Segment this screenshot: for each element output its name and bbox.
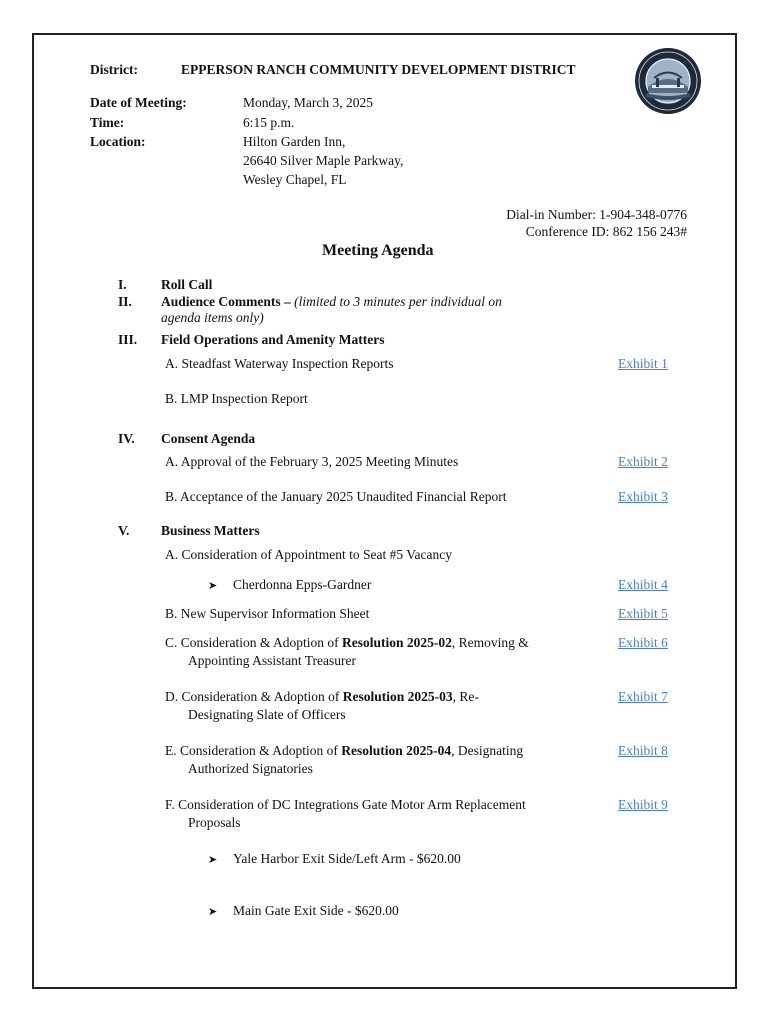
exhibit-8-link[interactable]: Exhibit 8 (618, 743, 668, 758)
dial-in-number: Dial-in Number: 1-904-348-0776 (506, 207, 687, 222)
arrow-bullet-icon: ➤ (208, 853, 218, 866)
item-5d-line-2: Designating Slate of Officers (188, 707, 346, 722)
district-name: EPPERSON RANCH COMMUNITY DEVELOPMENT DISTRICT (181, 62, 576, 77)
time-value: 6:15 p.m. (243, 115, 295, 130)
time-label: Time: (90, 115, 125, 130)
date-label: Date of Meeting: (90, 95, 187, 110)
section-4-title: Consent Agenda (161, 431, 256, 446)
item-5e-text: E. Consideration & Adoption of (165, 743, 342, 758)
conference-id: Conference ID: 862 156 243# (525, 224, 687, 239)
item-5e (165, 743, 523, 759)
resolution-2025-02: Resolution 2025-02 (342, 635, 452, 650)
location-label: Location: (90, 134, 146, 149)
item-5c-text-end: , Removing & (451, 635, 529, 650)
document-frame (32, 33, 737, 989)
exhibit-5-link[interactable]: Exhibit 5 (618, 606, 668, 621)
section-1-title: Roll Call (161, 277, 213, 292)
item-5f-line-2: Proposals (188, 815, 241, 830)
item-3b: B. LMP Inspection Report (165, 391, 308, 406)
item-5f-sub-1: Yale Harbor Exit Side/Left Arm - $620.00 (233, 851, 461, 866)
section-3-number: III. (118, 332, 138, 347)
section-5-number: V. (118, 523, 130, 538)
section-4-number: IV. (118, 431, 135, 446)
item-5a-sub: Cherdonna Epps-Gardner (233, 577, 372, 592)
item-5c (165, 635, 529, 651)
arrow-bullet-icon: ➤ (208, 579, 218, 592)
district-seal-icon (634, 47, 702, 115)
section-5-title: Business Matters (161, 523, 260, 538)
section-2-note: (limited to 3 minutes per individual on (294, 294, 502, 309)
exhibit-4-link[interactable]: Exhibit 4 (618, 577, 668, 592)
resolution-2025-04: Resolution 2025-04 (341, 743, 452, 758)
item-4b: B. Acceptance of the January 2025 Unaudited Financial Report (165, 489, 507, 504)
exhibit-7-link[interactable]: Exhibit 7 (618, 689, 668, 704)
item-5c-text: C. Consideration & Adoption of (165, 635, 342, 650)
section-2-heading (161, 294, 502, 310)
section-2-note-line-2: agenda items only) (161, 310, 264, 325)
item-4a: A. Approval of the February 3, 2025 Meeting Minutes (165, 454, 459, 469)
item-5a: A. Consideration of Appointment to Seat #5 Vacancy (165, 547, 452, 562)
exhibit-2-link[interactable]: Exhibit 2 (618, 454, 668, 469)
item-3a: A. Steadfast Waterway Inspection Reports (165, 356, 394, 371)
exhibit-6-link[interactable]: Exhibit 6 (618, 635, 668, 650)
date-value: Monday, March 3, 2025 (243, 95, 373, 110)
item-5d (165, 689, 479, 705)
item-5e-text-end: , Designating (451, 743, 524, 758)
section-1-number: I. (118, 277, 127, 292)
location-line-1: Hilton Garden Inn, (243, 134, 346, 149)
item-5d-text-end: , Re- (452, 689, 479, 704)
location-line-3: Wesley Chapel, FL (243, 172, 347, 187)
agenda-title: Meeting Agenda (322, 242, 434, 259)
location-line-2: 26640 Silver Maple Parkway, (243, 153, 404, 168)
item-5c-line-2: Appointing Assistant Treasurer (188, 653, 357, 668)
exhibit-9-link[interactable]: Exhibit 9 (618, 797, 668, 812)
resolution-2025-03: Resolution 2025-03 (342, 689, 453, 704)
item-5e-line-2: Authorized Signatories (188, 761, 313, 776)
district-label: District: (90, 62, 138, 77)
item-5d-text: D. Consideration & Adoption of (165, 689, 343, 704)
exhibit-1-link[interactable]: Exhibit 1 (618, 356, 668, 371)
item-5b: B. New Supervisor Information Sheet (165, 606, 370, 621)
item-5f: F. Consideration of DC Integrations Gate Motor Arm Replacement (165, 797, 526, 812)
arrow-bullet-icon: ➤ (208, 905, 218, 918)
exhibit-3-link[interactable]: Exhibit 3 (618, 489, 668, 504)
section-3-title: Field Operations and Amenity Matters (161, 332, 385, 347)
section-2-title: Audience Comments – (161, 294, 291, 309)
item-5f-sub-2: Main Gate Exit Side - $620.00 (233, 903, 399, 918)
section-2-number: II. (118, 294, 132, 309)
